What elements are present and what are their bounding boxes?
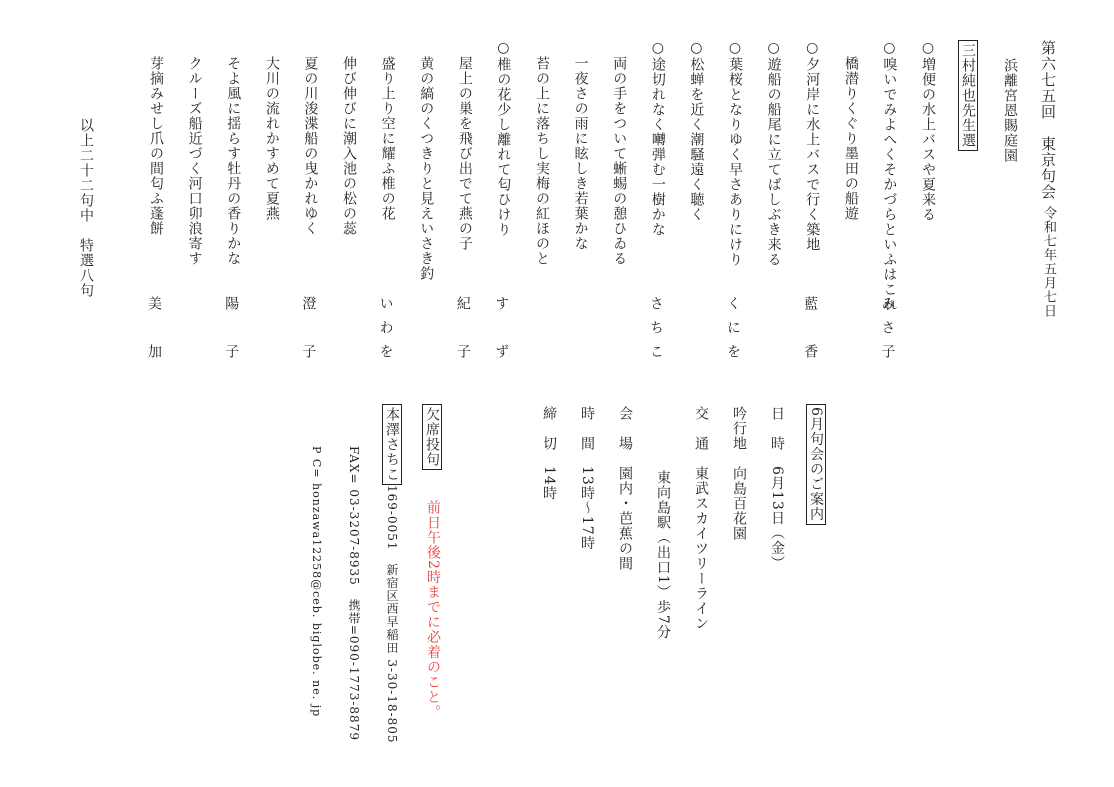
guide-label: 締 切 (541, 406, 557, 451)
guide-value: 6月13日（金） (769, 466, 785, 571)
contact-fax: FAX= 03-3207-8935 携帯=090-1773-8879 (347, 446, 361, 741)
poem-line: ○椎の花少し離れて匂ひけり (495, 40, 512, 237)
guide-title: 6月句会のご案内 (806, 404, 826, 525)
absence-title: 欠席投句 (422, 404, 442, 470)
guide-label: 日 時 (769, 406, 785, 451)
guide-value: 14時 (541, 466, 557, 501)
poem-author: さちこ (647, 296, 664, 368)
poem-line: 伸び伸びに潮入池の松の蕊 (341, 56, 357, 236)
guide-value: 東向島駅（出口1）歩7分 (655, 470, 671, 640)
meeting-date: 令和七年五月七日 (1041, 206, 1056, 318)
poem-line: 黄の縞のくつきりと見えいさき釣 (418, 56, 435, 281)
poem-line: ○葉桜となりゆく早さありにけり (727, 40, 743, 267)
poem-author: 藍 香 (802, 296, 819, 368)
absence-note: 前日午後2時までに必着のこと。 (425, 500, 441, 720)
poem-line: 苔の上に落ちし実梅の紅ほのと (534, 56, 550, 266)
contact-name: 本澤さちこ (382, 404, 402, 485)
summary: 以上二十二句中 特選八句 (78, 118, 94, 298)
guide-value: 13時～17時 (579, 466, 595, 551)
title-text: 第六七五回 東京句会 (1039, 40, 1057, 200)
poem-author: 陽 子 (223, 296, 240, 368)
poem-line: 夏の川浚渫船の曳かれゆく (302, 56, 319, 236)
poem-line: 大川の流れかすめて夏燕 (263, 56, 280, 221)
poem-author: 美 加 (146, 296, 162, 368)
guide-value: 向島百花園 (731, 466, 747, 541)
poem-author: 紀 子 (454, 296, 471, 368)
poem-line: 芽摘みせし爪の間匂ふ蓬餅 (148, 56, 164, 236)
poem-line: ○途切れなく囀弾む一樹かな (649, 40, 666, 237)
guide-label: 吟行地 (731, 406, 747, 451)
poem-line: 盛り上り空に耀ふ椎の花 (379, 56, 396, 221)
poem-author: くにを (725, 296, 741, 368)
poem-line: クルーズ船近づく河口卯浪寄す (186, 56, 203, 266)
selection-title: 三村純也先生選 (958, 40, 978, 151)
absence-contact (384, 404, 400, 744)
poem-line: ○増便の水上バスや夏来る (920, 40, 936, 222)
guide-label: 交 通 (693, 406, 709, 451)
guide-label: 会 場 (617, 406, 633, 451)
contact-pc: P C= honzawa12258@ceb. biglobe. ne. jp (310, 446, 323, 718)
guide-value: 東武スカイツリーライン (693, 466, 709, 631)
poem-line: 橋潜りくぐり墨田の船遊 (842, 56, 859, 221)
poem-line: ○嗅いでみよへくそかづらといふはこれ (881, 40, 898, 312)
venue: 浜離宮恩賜庭園 (1002, 58, 1018, 163)
contact-address: 169-0051 新宿区西早稲田 3-30-18-805 (385, 485, 399, 744)
poem-line: 屋上の巣を飛び出でて燕の子 (456, 56, 473, 251)
poem-author: す ず (493, 296, 510, 368)
poem-author: みさ子 (879, 296, 896, 368)
poem-line: 一夜さの雨に眩しき若葉かな (572, 56, 589, 251)
guide-value: 園内・芭蕉の間 (617, 466, 633, 571)
poem-line: ○松蝉を近く潮騒遠く聴く (688, 40, 705, 222)
poem-author: いわを (377, 296, 394, 368)
guide-label: 時 間 (579, 406, 595, 451)
poem-author: 澄 子 (300, 296, 317, 368)
poem-line: そよ風に揺らす牡丹の香りかな (225, 56, 242, 266)
poem-line: 両の手をついて蜥蜴の憩ひゐる (611, 56, 628, 266)
poem-line: ○遊船の船尾に立てばしぶき来る (765, 40, 782, 267)
meeting-title (1040, 40, 1056, 318)
poem-line: ○夕河岸に水上バスで行く築地 (804, 40, 821, 252)
